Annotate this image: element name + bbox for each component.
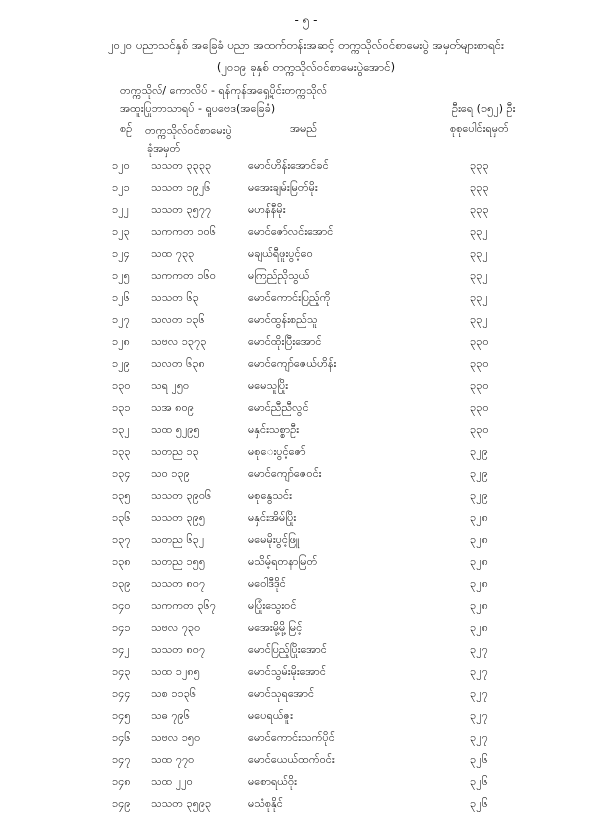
student-name: မစုေးပွင့်ဇော် (248, 445, 306, 458)
table-row (0, 442, 612, 464)
column-header-marks: စုစုပေါင်းရမှတ် (450, 122, 509, 135)
table-row (0, 662, 612, 684)
total-marks: ၃၃၃ (470, 181, 489, 194)
total-marks: ၃၃၂ (470, 291, 488, 304)
row-number: ၁၃၈ (112, 555, 131, 568)
quota-count: ဦးရေ (၁၅၂) ဦး (452, 102, 516, 115)
table-row (0, 288, 612, 310)
student-name: မောင်ဟိန်းအောင်ခင် (248, 159, 329, 172)
table-row (0, 750, 612, 772)
student-name: မစောရယ်ဝိုး (248, 775, 297, 788)
roll-number: သတည ၆၃၂ (151, 533, 205, 546)
column-header-roll-line2: ခုံအမှတ် (147, 142, 181, 155)
table-row (0, 420, 612, 442)
roll-number: သသတ ၃၅၇၇ (151, 203, 212, 216)
roll-number: သကကတ ၃၆၇ (151, 599, 216, 612)
total-marks: ၃၂၈ (470, 621, 488, 634)
total-marks: ၃၂၇ (470, 643, 488, 656)
table-row (0, 376, 612, 398)
student-name: မောင်ညီညီလွင် (248, 401, 309, 414)
total-marks: ၃၃၂ (470, 247, 488, 260)
roll-number: သထ ၇၃၃ (151, 247, 195, 260)
roll-number: သသတ ၃၃၃၃ (151, 159, 212, 172)
row-number: ၁၃၄ (112, 467, 131, 480)
total-marks: ၃၂၇ (470, 709, 488, 722)
student-name: မအေးချမ်းမြတ်မိုး (248, 181, 318, 194)
row-number: ၁၂၉ (112, 357, 130, 370)
table-row (0, 486, 612, 508)
table-row (0, 332, 612, 354)
row-number: ၁၄၅ (112, 709, 131, 722)
table-row (0, 310, 612, 332)
table-row (0, 398, 612, 420)
total-marks: ၃၂၆ (470, 775, 488, 788)
student-name: မောင်ကောင်းသက်ပိုင် (248, 731, 335, 744)
table-row (0, 178, 612, 200)
student-name: မောင်ပြည့်ပြိုးအောင် (248, 643, 327, 656)
table-row (0, 552, 612, 574)
row-number: ၁၄၃ (112, 665, 131, 678)
roll-number: သထ ၇၇၀ (151, 753, 195, 766)
row-number: ၁၂၃ (112, 225, 130, 238)
student-name: မောင်ကျော်ဇေယ်ဟိန်း (248, 357, 337, 370)
roll-number: သရ ၂၅၀ (151, 379, 190, 392)
total-marks: ၃၃၃ (470, 159, 489, 172)
table-row (0, 728, 612, 750)
total-marks: ၃၃၀ (470, 401, 489, 414)
table-row (0, 508, 612, 530)
row-number: ၁၂၂ (112, 203, 129, 216)
column-header-roll-line1: တက္ကသိုလ်ဝင်စာမေးပွဲ (145, 124, 232, 137)
roll-number: သထ ၅၂၉၅ (151, 423, 200, 436)
table-row (0, 354, 612, 376)
total-marks: ၃၃၀ (470, 357, 489, 370)
student-name: မမေမိုးပွင့်ဖြူ (248, 533, 300, 546)
column-header-name: အမည် (290, 122, 318, 135)
total-marks: ၃၂၇ (470, 687, 488, 700)
student-name: မစုနွေသင်း (248, 489, 292, 502)
table-row (0, 200, 612, 222)
student-name: မောင်သုရအောင် (248, 687, 315, 700)
roll-number: သတည ၁၅၅ (151, 555, 206, 568)
total-marks: ၃၃၂ (470, 225, 488, 238)
table-row (0, 640, 612, 662)
roll-number: သကကတ ၁၆၀ (151, 269, 216, 282)
roll-number: သသတ ၃၉၅ (151, 511, 206, 524)
row-number: ၁၃၇ (112, 533, 131, 546)
total-marks: ၃၃၀ (470, 379, 489, 392)
table-row (0, 464, 612, 486)
student-name: မနှင်းသစ္စာဦး (248, 423, 300, 436)
row-number: ၁၂၄ (112, 247, 130, 260)
roll-number: သသတ ၃၅၉၃ (151, 797, 212, 810)
row-number: ၁၂၆ (112, 291, 130, 304)
table-row (0, 794, 612, 816)
roll-number: သသတ ၈၀၇ (151, 577, 206, 590)
table-row (0, 244, 612, 266)
university-line: တက္ကသိုလ်/ ကောလိပ် - ရန်ကုန်အရှေ့ပိုင်းတက္ကသိုလ် (120, 84, 328, 97)
table-row (0, 618, 612, 640)
student-name: မပြုံးသွေးဝင် (248, 599, 297, 612)
roll-number: သထ ၂၂၀ (151, 775, 193, 788)
roll-number: သကကတ ၁၀၆ (151, 225, 216, 238)
student-name: မောင်သွမ်းမိုးအောင် (248, 665, 326, 678)
student-name: မချယ်ရီဖူးပွင့်ဝေ (248, 247, 313, 260)
roll-number: သသတ ၈၀၇ (151, 643, 206, 656)
total-marks: ၃၂၈ (470, 511, 488, 524)
roll-number: သသတ ၆၃ (151, 291, 199, 304)
page-number: - ၅ - (294, 13, 318, 27)
roll-number: သဗလ ၇၃၀ (151, 621, 201, 634)
row-number: ၁၂၅ (112, 269, 130, 282)
roll-number: သစ ၁၁၃၆ (151, 687, 197, 700)
student-name: မကြည်ညိုသွယ် (248, 269, 310, 282)
row-number: ၁၃၁ (112, 401, 131, 414)
student-name: မသိမ့်ရတနာမြတ် (248, 555, 318, 568)
total-marks: ၃၃၂ (470, 313, 488, 326)
table-row (0, 706, 612, 728)
student-name: မောင်ဇော်လင်းအောင် (248, 225, 334, 238)
roll-number: သဓ ၇၉၆ (151, 709, 190, 722)
table-row (0, 222, 612, 244)
student-name: မောင်ယေယ်ထက်ဝင်း (248, 753, 335, 766)
row-number: ၁၄၂ (112, 643, 130, 656)
row-number: ၁၄၇ (112, 753, 131, 766)
total-marks: ၃၂၉ (470, 467, 488, 480)
total-marks: ၃၂၈ (470, 533, 488, 546)
table-row (0, 266, 612, 288)
roll-number: သဗလ ၁၃၇၃ (151, 335, 207, 348)
column-header-no: စဉ် (120, 122, 133, 135)
table-row (0, 596, 612, 618)
student-name: မသံစုနိုင် (248, 797, 283, 810)
document-subtitle: (၂၀၁၉ ခုနှစ် တက္ကသိုလ်ဝင်စာမေးပွဲအောင်) (216, 60, 396, 74)
total-marks: ၃၂၈ (470, 577, 488, 590)
total-marks: ၃၂၇ (470, 731, 488, 744)
total-marks: ၃၂၆ (470, 797, 488, 810)
row-number: ၁၃၆ (112, 511, 131, 524)
table-row (0, 156, 612, 178)
column-header-roll (145, 122, 232, 158)
roll-number: သလတ ၆၃၈ (151, 357, 205, 370)
student-name: မောင်ထိုးပြီးအောင် (248, 335, 322, 348)
row-number: ၁၄၉ (112, 797, 131, 810)
student-name: မဝေါဒီဒိုင် (248, 577, 286, 590)
total-marks: ၃၃၂ (470, 269, 488, 282)
row-number: ၁၄၁ (112, 621, 131, 634)
total-marks: ၃၃၃ (470, 203, 489, 216)
roll-number: သအ ၈၀၉ (151, 401, 194, 414)
total-marks: ၃၃၀ (470, 335, 489, 348)
total-marks: ၃၃၀ (470, 423, 489, 436)
row-number: ၁၂၁ (112, 181, 130, 194)
major-subject-line: အထူးပြုဘာသာရပ် - ရူပဗေဒ(အခြေခံ) (120, 102, 276, 115)
table-row (0, 772, 612, 794)
row-number: ၁၃၉ (112, 577, 131, 590)
student-name: မနှင်းအိမ်ပြိုး (248, 511, 297, 524)
row-number: ၁၃၃ (112, 445, 131, 458)
student-name: မအေးမို့မို့မြင့် (248, 621, 303, 634)
student-name: မောင်ထွန်းစည်သူ (248, 313, 318, 326)
table-row (0, 574, 612, 596)
table-row (0, 530, 612, 552)
roll-number: သတည ၁၃ (151, 445, 199, 458)
table-row (0, 684, 612, 706)
document-title: ၂၀၂၀ ပညာသင်နှစ် အခြေခံ ပညာ အထက်တန်းအဆင့် တက္ကသိုလ်ဝင်စာမေးပွဲ အမှတ်များစာရင်း (108, 38, 504, 52)
student-name: မဟန်နီမိုး (248, 203, 286, 216)
roll-number: သဗလ ၁၅၀ (151, 731, 201, 744)
roll-number: သထ ၁၂၈၅ (151, 665, 200, 678)
roll-number: သသတ ၁၉၂၆ (151, 181, 211, 194)
row-number: ၁၃၅ (112, 489, 131, 502)
roll-number: သလတ ၁၃၆ (151, 313, 205, 326)
total-marks: ၃၂၈ (470, 555, 488, 568)
student-name: မောင်ကောင်းပြည့်ကို (248, 291, 331, 304)
row-number: ၁၄၀ (112, 599, 131, 612)
row-number: ၁၃၂ (112, 423, 130, 436)
total-marks: ၃၂၇ (470, 665, 488, 678)
total-marks: ၃၂၈ (470, 599, 488, 612)
student-name: မမေသူပြိုး (248, 379, 289, 392)
total-marks: ၃၂၆ (470, 753, 488, 766)
student-name: မောင်ကျော်ဇေဝင်း (248, 467, 322, 480)
total-marks: ၃၂၉ (470, 445, 488, 458)
row-number: ၁၂၀ (112, 159, 130, 172)
row-number: ၁၂၇ (112, 313, 130, 326)
row-number: ၁၂၈ (112, 335, 130, 348)
row-number: ၁၄၈ (112, 775, 131, 788)
roll-number: သဝ ၁၃၉ (151, 467, 190, 480)
results-table (0, 156, 612, 816)
student-name: မပေရယ်ဇူး (248, 709, 293, 722)
row-number: ၁၄၆ (112, 731, 131, 744)
total-marks: ၃၂၉ (470, 489, 488, 502)
row-number: ၁၃၀ (112, 379, 131, 392)
row-number: ၁၄၄ (112, 687, 131, 700)
roll-number: သသတ ၃၉၀၆ (151, 489, 212, 502)
